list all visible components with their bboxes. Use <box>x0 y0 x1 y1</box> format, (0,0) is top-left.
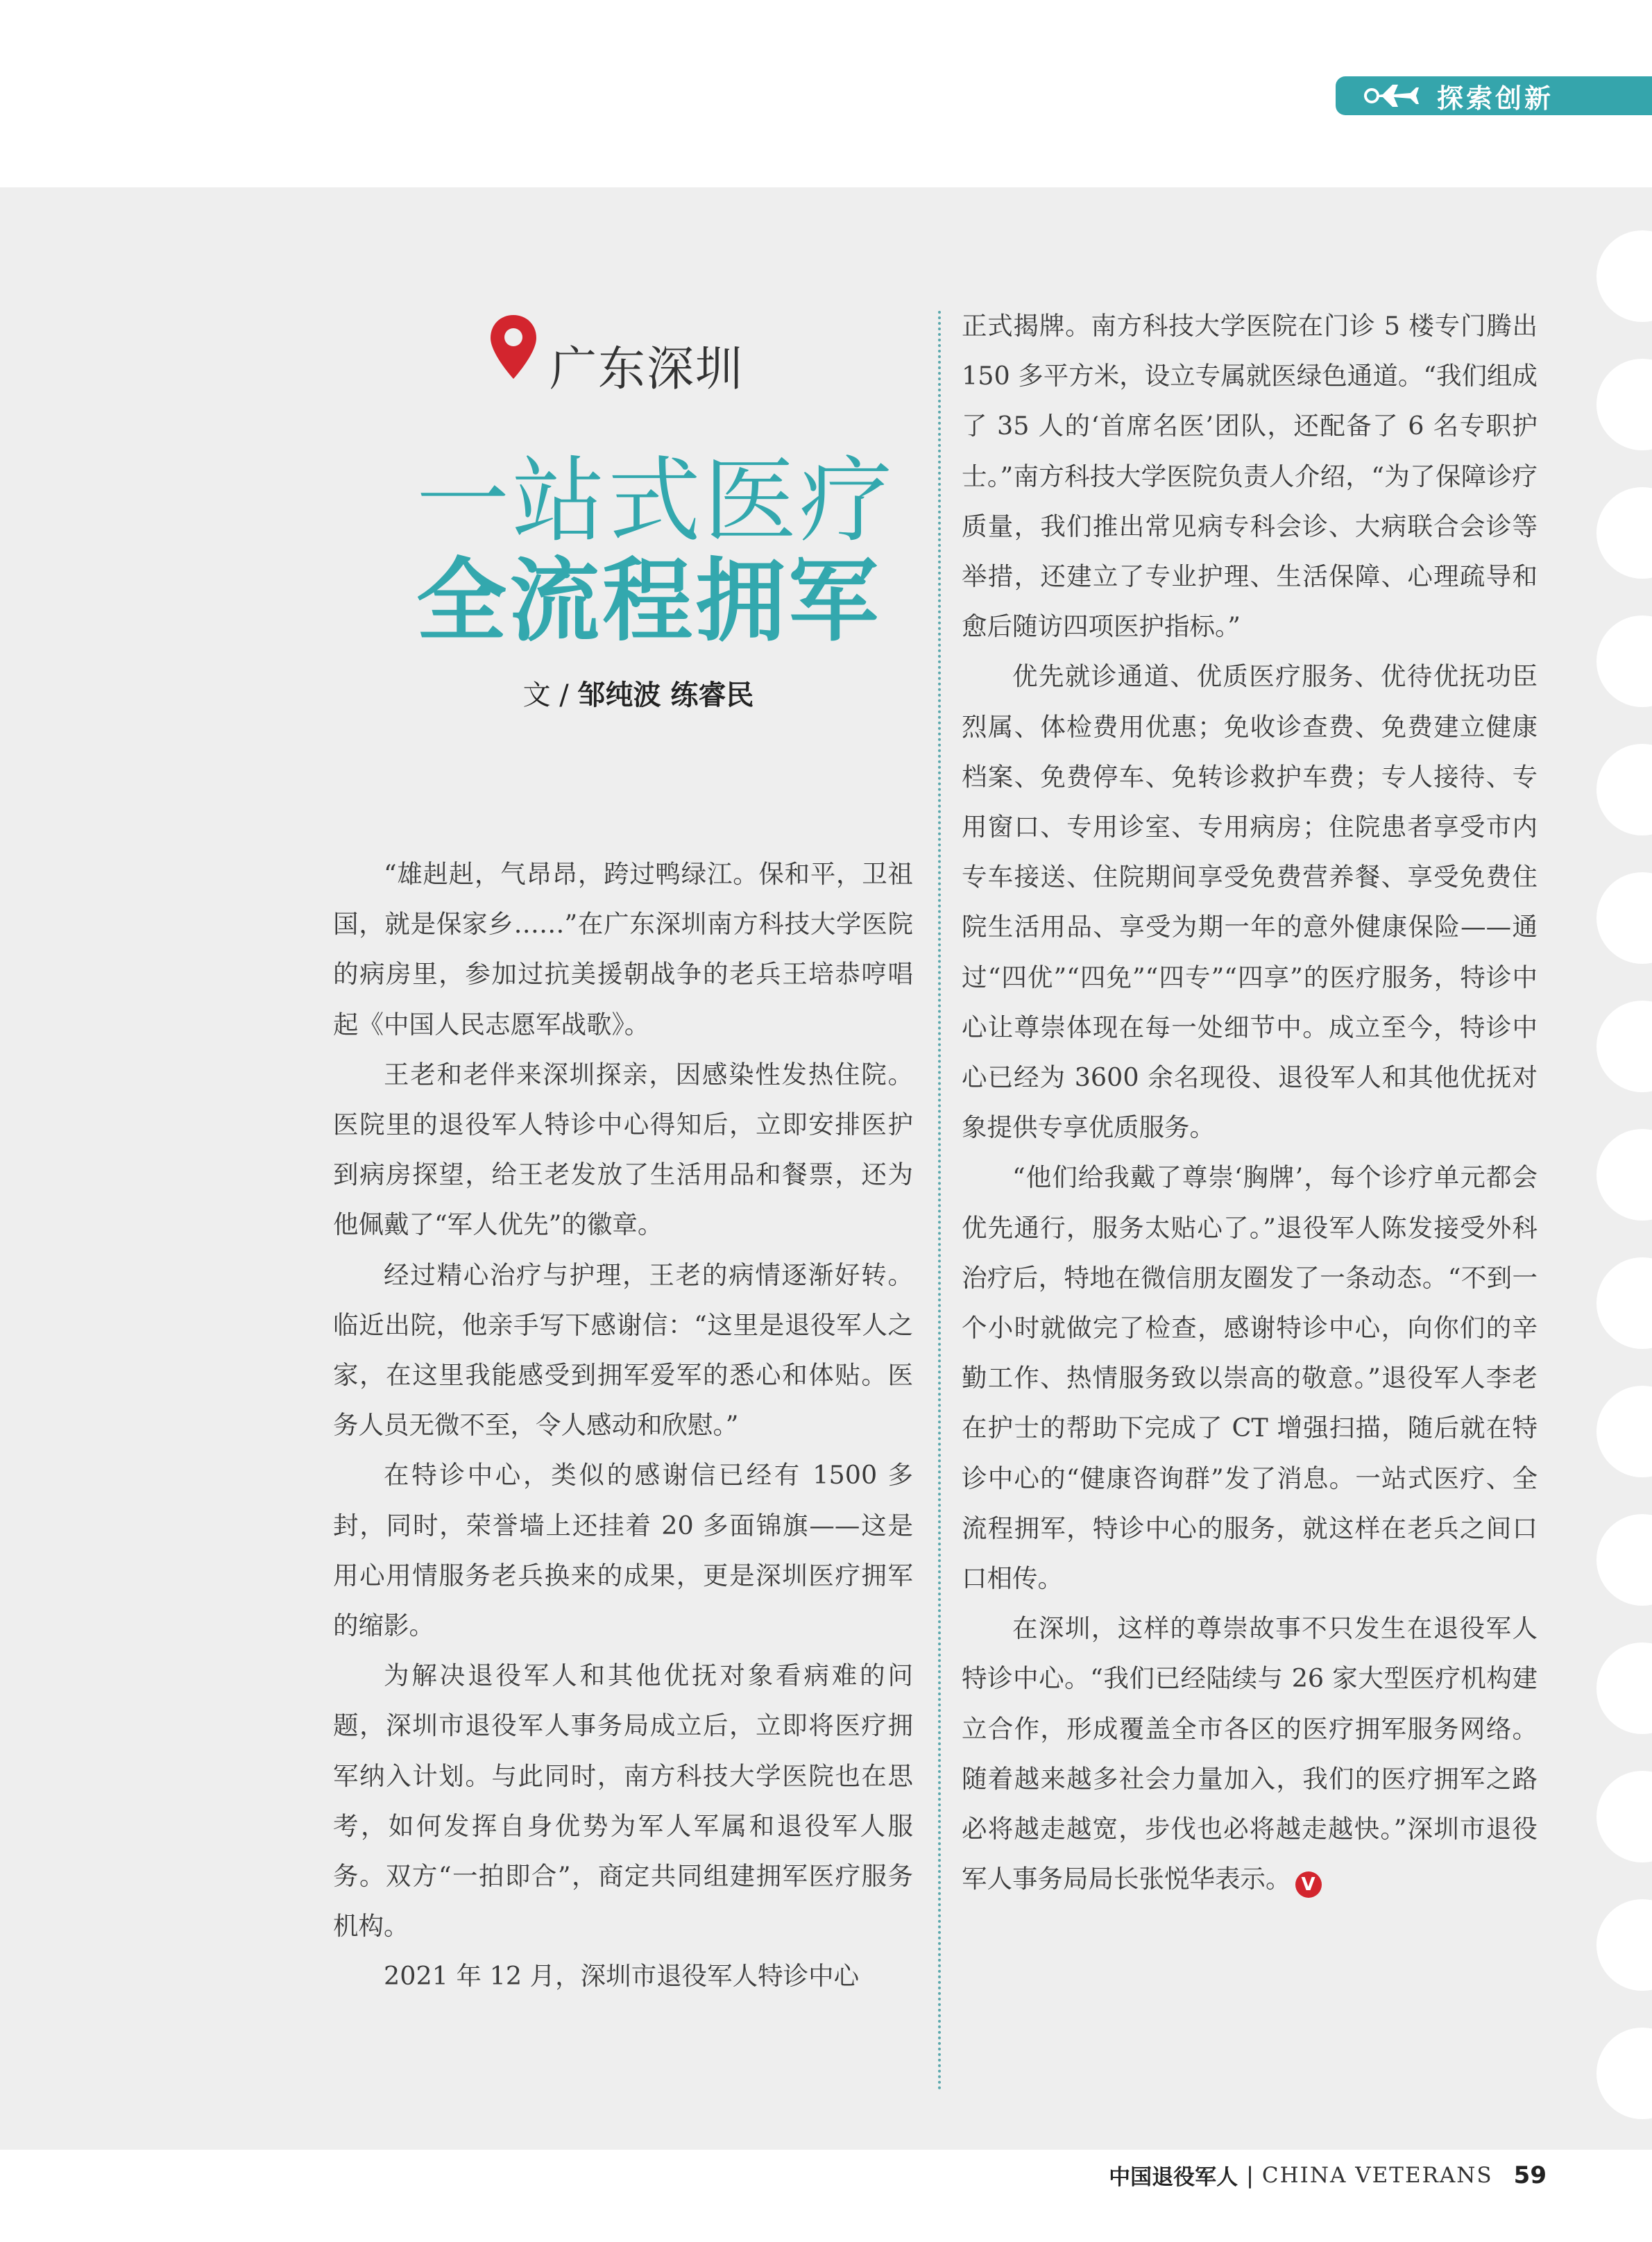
magazine-name: 中国退役军人 <box>1109 2165 1238 2190</box>
paragraph: 优先就诊通道、优质医疗服务、优待优抚功臣烈属、体检费用优惠；免收诊查费、免费建立健康档案、免费停车、免转诊救护车费；专人接待、专用窗口、专用诊室、专用病房；住院患者享受市内专车接送、住院期间享受免费营养餐、享受免费住院生活用品、享受为期一年的意外健康保险——通过“四优”“四免”“四专”“四享”的医疗服务，特诊中心让尊崇体现在每一处细节中。成立至今，特诊中心已经为 3600 余名现役、退役军人和其他优抚对象提供专享优质服务。 <box>962 661 1538 1143</box>
page-number: 59 <box>1513 2161 1547 2189</box>
page-footer <box>1109 2159 1547 2191</box>
paragraph: 经过精心治疗与护理，王老的病情逐渐好转。临近出院，他亲手写下感谢信：“这里是退役军人之家，在这里我能感受到拥军爱军的悉心和体贴。医务人员无微不至，令人感动和欣慰。” <box>333 1259 913 1441</box>
byline-prefix: 文 / <box>522 679 578 711</box>
paragraph: 王老和老伴来深圳探亲，因感染性发热住院。医院里的退役军人特诊中心得知后，立即安排医护到病房探望，给王老发放了生活用品和餐票，还为他佩戴了“军人优先”的徽章。 <box>333 1059 913 1240</box>
paragraph: 2021 年 12 月，深圳市退役军人特诊中心 <box>384 1961 860 1992</box>
airplane-icon <box>1362 82 1419 110</box>
paragraph-continuation: 正式揭牌。南方科技大学医院在门诊 5 楼专门腾出 150 多平方米，设立专属就医绿色通道。“我们组成了 35 人的‘首席名医’团队，还配备了 6 名专职护士。”南方科技大学医院负责人介绍，“为了保障诊疗质量，我们推出常见病专科会诊、大病联合会诊等举措，还建立了专业护理、生活保障、心理疏导和愈后随访四项医护指标。” <box>962 311 1538 642</box>
byline <box>416 673 860 713</box>
location-heading <box>488 314 744 399</box>
location-label: 广东深圳 <box>550 342 744 397</box>
byline-authors: 邹纯波 练睿民 <box>577 679 754 711</box>
footer-separator: | <box>1246 2162 1254 2189</box>
paragraph: 在特诊中心，类似的感谢信已经有 1500 多封，同时，荣誉墙上还挂着 20 多面锦旗——这是用心用情服务老兵换来的成果，更是深圳医疗拥军的缩影。 <box>333 1460 913 1641</box>
magazine-name-en: CHINA VETERANS <box>1261 2162 1493 2188</box>
column-divider <box>938 311 941 2091</box>
section-tab <box>1336 76 1652 115</box>
paragraph: “雄赳赳，气昂昂，跨过鸭绿江。保和平，卫祖国，就是保家乡……”在广东深圳南方科技大学医院的病房里，参加过抗美援朝战争的老兵王培恭哼唱起《中国人民志愿军战歌》。 <box>333 859 913 1039</box>
map-pin-icon <box>488 314 538 380</box>
article-column-left <box>333 849 913 2002</box>
section-label: 探索创新 <box>1437 83 1554 114</box>
article-title-line2: 全流程拥军 <box>416 548 882 654</box>
article-column-right <box>962 301 1538 1905</box>
paragraph: 为解决退役军人和其他优抚对象看病难的问题，深圳市退役军人事务局成立后，立即将医疗拥军纳入计划。与此同时，南方科技大学医院也在思考，如何发挥自身优势为军人军属和退役军人服务。双方“一拍即合”，商定共同组建拥军医疗服务机构。 <box>333 1661 913 1942</box>
end-mark-icon: V <box>1295 1871 1322 1898</box>
paragraph-text: 在深圳，这样的尊崇故事不只发生在退役军人特诊中心。“我们已经陆续与 26 家大型医疗机构建立合作，形成覆盖全市各区的医疗拥军服务网络。随着越来越多社会力量加入，我们的医疗拥军之路必将越走越宽，步伐也必将越走越快。”深圳市退役军人事务局局长张悦华表示。 <box>962 1613 1538 1894</box>
paragraph: “他们给我戴了尊崇‘胸牌’，每个诊疗单元都会优先通行，服务太贴心了。”退役军人陈发接受外科治疗后，特地在微信朋友圈发了一条动态。“不到一个小时就做完了检查，感谢特诊中心，向你们的辛勤工作、热情服务致以崇高的敬意。”退役军人李老在护士的帮助下完成了 CT 增强扫描，随后就在特诊中心的“健康咨询群”发了消息。一站式医疗、全流程拥军，特诊中心的服务，就这样在老兵之间口口相传。 <box>962 1162 1538 1594</box>
article-title-line1: 一站式医疗 <box>416 447 896 555</box>
paragraph <box>962 1604 1538 1904</box>
